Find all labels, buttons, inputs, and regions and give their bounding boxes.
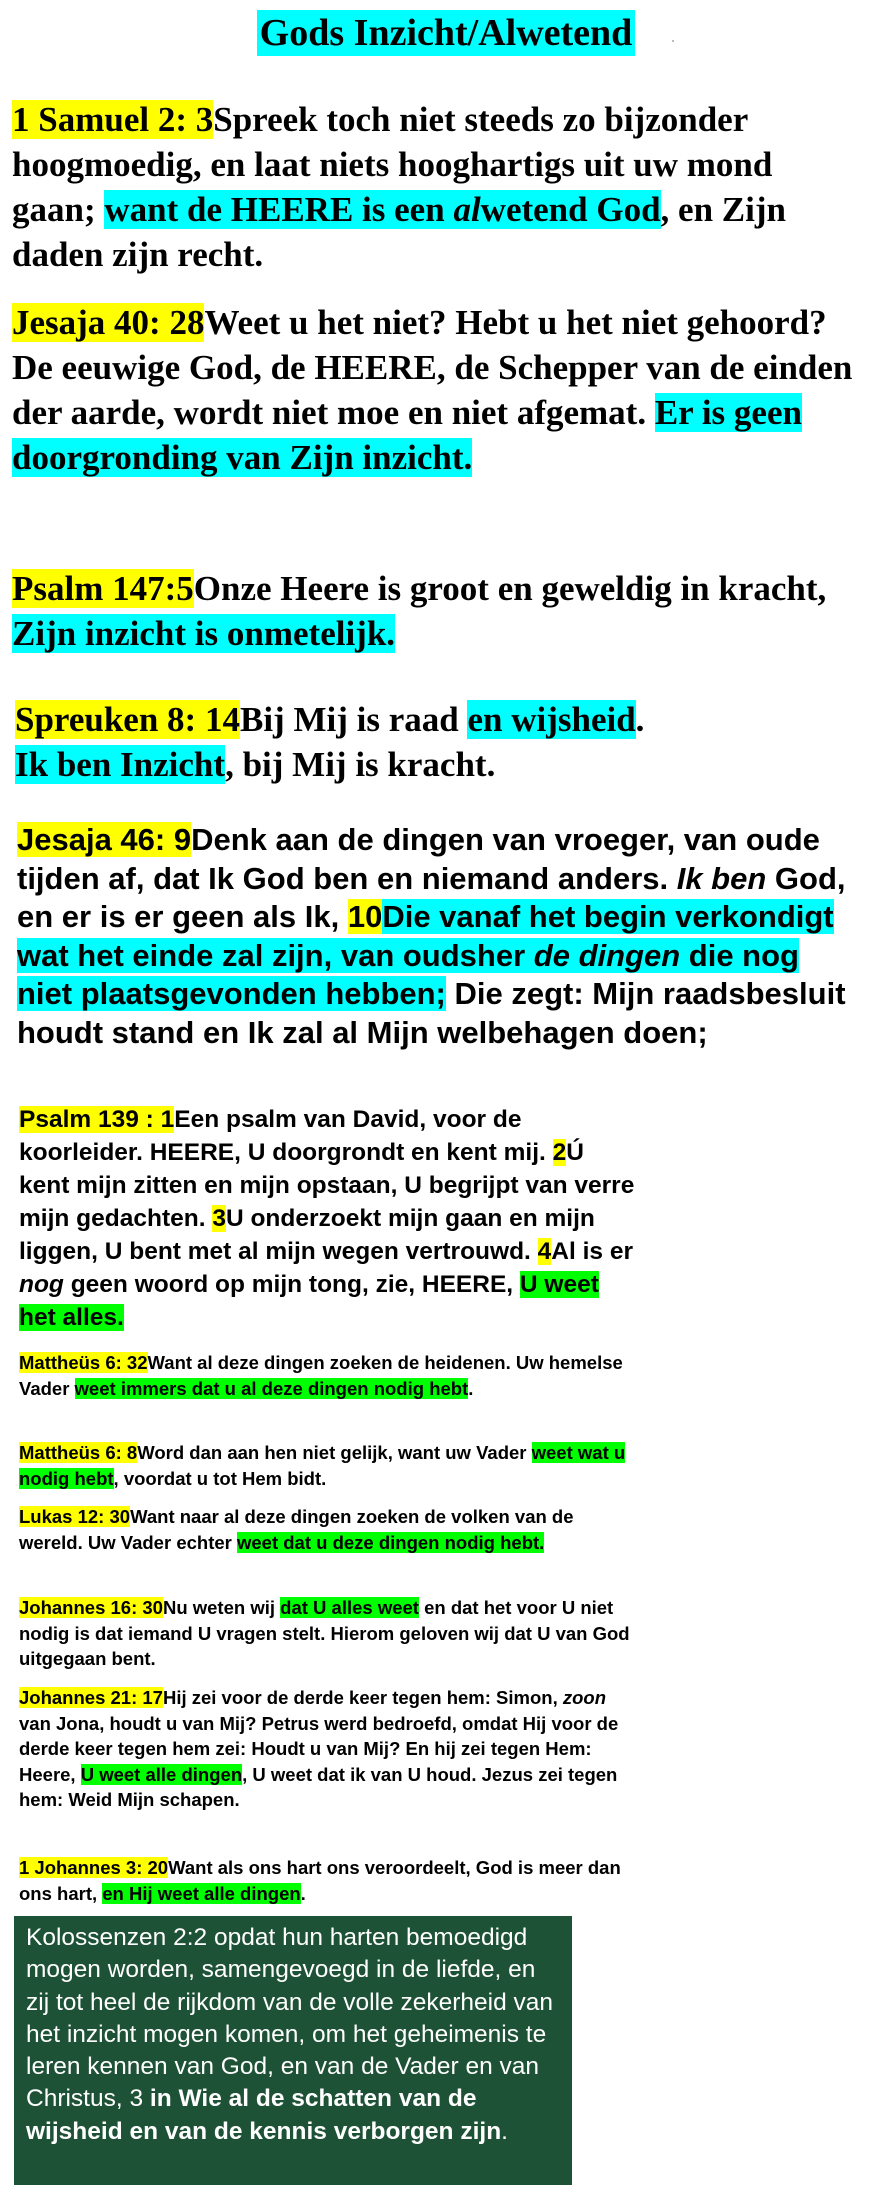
verse-reference: Lukas 12: 30 bbox=[19, 1506, 131, 1527]
verse-reference: Johannes 16: 30 bbox=[19, 1597, 163, 1618]
verse-number: 2 bbox=[552, 1139, 567, 1166]
verse-highlight: en Hij weet alle dingen bbox=[102, 1882, 301, 1904]
highlight-text: want de HEERE is een bbox=[104, 190, 454, 229]
verse-text: Al is er bbox=[551, 1238, 634, 1265]
verse-text: , U weet dat ik van U houd. Jezus zei tegen hem: Weid Mijn schapen. bbox=[19, 1763, 618, 1811]
verse-highlight: weet dat u deze dingen nodig hebt. bbox=[236, 1531, 545, 1553]
verse-reference: Psalm 147:5 bbox=[12, 569, 194, 608]
verse-text: . bbox=[468, 1377, 474, 1399]
verse-reference: Spreuken 8: 14 bbox=[15, 700, 240, 739]
highlight-text: wetend God bbox=[480, 190, 661, 229]
verse-text: Word dan aan hen niet gelijk, want uw Vader bbox=[137, 1442, 532, 1463]
verse-text: God, en er is er geen als Ik, bbox=[17, 860, 846, 934]
verse-text: Een psalm van David, voor de koorleider. HEERE, U doorgrondt en kent mij. bbox=[19, 1106, 553, 1166]
verse-johannes-16-30 bbox=[19, 1595, 639, 1672]
verse-italic: zoon bbox=[562, 1687, 607, 1708]
verse-text: Want als ons hart ons veroordeelt, God is meer dan ons hart, bbox=[19, 1857, 621, 1904]
verse-number: 4 bbox=[537, 1238, 552, 1265]
verse-highlight: Ik ben Inzicht bbox=[15, 745, 226, 784]
verse-reference: Jesaja 40: 28 bbox=[12, 303, 205, 342]
highlight-text: Die vanaf het begin verkondigt wat het einde zal zijn, van oudsher bbox=[17, 899, 834, 973]
verse-text: Spreek toch niet steeds zo bijzonder hoogmoedig, en laat niets hooghartigs uit uw mond gaan; bbox=[12, 100, 773, 229]
verse-mattheus-6-32 bbox=[19, 1350, 639, 1401]
verse-highlight: Zijn inzicht is onmetelijk. bbox=[12, 614, 396, 653]
verse-text: U onderzoekt mijn gaan en mijn liggen, U bent met al mijn wegen vertrouwd. bbox=[19, 1205, 595, 1265]
verse-text: . bbox=[635, 700, 645, 739]
verse-text: Die zegt: Mijn raadsbesluit houdt stand en Ik zal al Mijn welbehagen doen; bbox=[17, 976, 846, 1050]
stray-dot bbox=[672, 40, 674, 42]
verse-text: Bij Mij is raad bbox=[239, 700, 468, 739]
verse-text: Want naar al deze dingen zoeken de volken van de wereld. Uw Vader echter bbox=[19, 1506, 574, 1553]
verse-reference: Johannes 21: 17 bbox=[19, 1687, 163, 1708]
quote-text: . bbox=[501, 2117, 508, 2145]
kolossenzen-quote-box bbox=[14, 1916, 572, 2185]
verse-text: . bbox=[300, 1882, 306, 1904]
verse-text: Nu weten wij bbox=[162, 1597, 281, 1618]
verse-highlight bbox=[104, 190, 660, 229]
verse-text: van Jona, houdt u van Mij? Petrus werd bedroefd, omdat Hij voor de derde keer tegen hem zei: Houdt u van Mij? En hij zei tegen Hem: Heere, bbox=[19, 1712, 619, 1785]
verse-text: Weet u het niet? Hebt u het niet gehoord? De eeuwige God, de HEERE, de Schepper van de einden der aarde, wordt niet moe en niet afgemat. bbox=[12, 303, 853, 432]
verse-text: Onze Heere is groot en geweldig in kracht, bbox=[193, 569, 827, 608]
verse-text: geen woord op mijn tong, zie, HEERE, bbox=[63, 1271, 520, 1298]
verse-reference: 1 Samuel 2: 3 bbox=[12, 100, 214, 139]
page-title: Gods Inzicht/Alwetend bbox=[257, 10, 635, 56]
highlight-italic: al bbox=[453, 190, 481, 229]
verse-text: , bij Mij is kracht. bbox=[225, 745, 496, 784]
verse-1-samuel-2-3 bbox=[12, 97, 862, 277]
verse-lukas-12-30 bbox=[19, 1504, 639, 1555]
verse-italic: Ik ben bbox=[676, 860, 767, 896]
verse-reference: Psalm 139 : 1 bbox=[19, 1106, 175, 1133]
quote-text: Kolossenzen 2:2 opdat hun harten bemoedigd mogen worden, samengevoegd in de liefde, en zij tot heel de rijkdom van de volle zekerheid van het inzicht mogen komen, om het geheimenis te leren kennen van God, en van de Vader en van Christus, 3 bbox=[26, 1924, 554, 2113]
verse-jesaja-46-9 bbox=[17, 821, 857, 1052]
verse-johannes-21-17 bbox=[19, 1685, 639, 1813]
verse-highlight: weet immers dat u al deze dingen nodig hebt bbox=[74, 1377, 469, 1399]
verse-text: en dat het voor U niet nodig is dat iemand U vragen stelt. Hierom geloven wij dat U van God uitgegaan bent. bbox=[19, 1597, 630, 1670]
verse-italic: nog bbox=[19, 1271, 64, 1298]
verse-psalm-139-1 bbox=[19, 1103, 639, 1334]
verse-1-johannes-3-20 bbox=[19, 1855, 639, 1906]
verse-highlight: U weet het alles. bbox=[19, 1271, 599, 1331]
verse-reference: Mattheüs 6: 8 bbox=[19, 1442, 138, 1463]
verse-reference: Mattheüs 6: 32 bbox=[19, 1352, 148, 1373]
verse-highlight: weet wat u nodig hebt bbox=[19, 1442, 626, 1489]
verse-highlight: U weet alle dingen bbox=[80, 1763, 243, 1785]
verse-mattheus-6-8 bbox=[19, 1440, 639, 1491]
verse-number: 10 bbox=[347, 899, 383, 934]
verse-highlight: en wijsheid bbox=[467, 700, 636, 739]
verse-psalm-147-5 bbox=[12, 566, 862, 656]
verse-text: , en Zijn daden zijn recht. bbox=[12, 190, 786, 274]
verse-jesaja-40-28 bbox=[12, 300, 862, 480]
highlight-text: die nog niet plaatsgevonden hebben; bbox=[17, 937, 799, 1011]
verse-reference: Jesaja 46: 9 bbox=[17, 822, 192, 857]
verse-reference: 1 Johannes 3: 20 bbox=[19, 1857, 169, 1878]
verse-highlight: dat U alles weet bbox=[280, 1597, 419, 1618]
verse-text: Ú kent mijn zitten en mijn opstaan, U begrijpt van verre mijn gedachten. bbox=[19, 1139, 635, 1232]
verse-text: Want al deze dingen zoeken de heidenen. Uw hemelse Vader bbox=[19, 1352, 623, 1399]
quote-bold: in Wie al de schatten van de wijsheid en van de kennis verborgen zijn bbox=[26, 2085, 502, 2145]
verse-text: Hij zei voor de derde keer tegen hem: Simon, bbox=[162, 1687, 563, 1708]
verse-highlight: Er is geen doorgronding van Zijn inzicht. bbox=[12, 393, 802, 477]
verse-text: Denk aan de dingen van vroeger, van oude tijden af, dat Ik God ben en niemand anders. bbox=[17, 822, 820, 896]
verse-spreuken-8-14 bbox=[15, 697, 865, 787]
verse-text: , voordat u tot Hem bidt. bbox=[113, 1467, 327, 1489]
verse-number: 3 bbox=[212, 1205, 226, 1232]
highlight-italic: de dingen bbox=[533, 937, 681, 973]
